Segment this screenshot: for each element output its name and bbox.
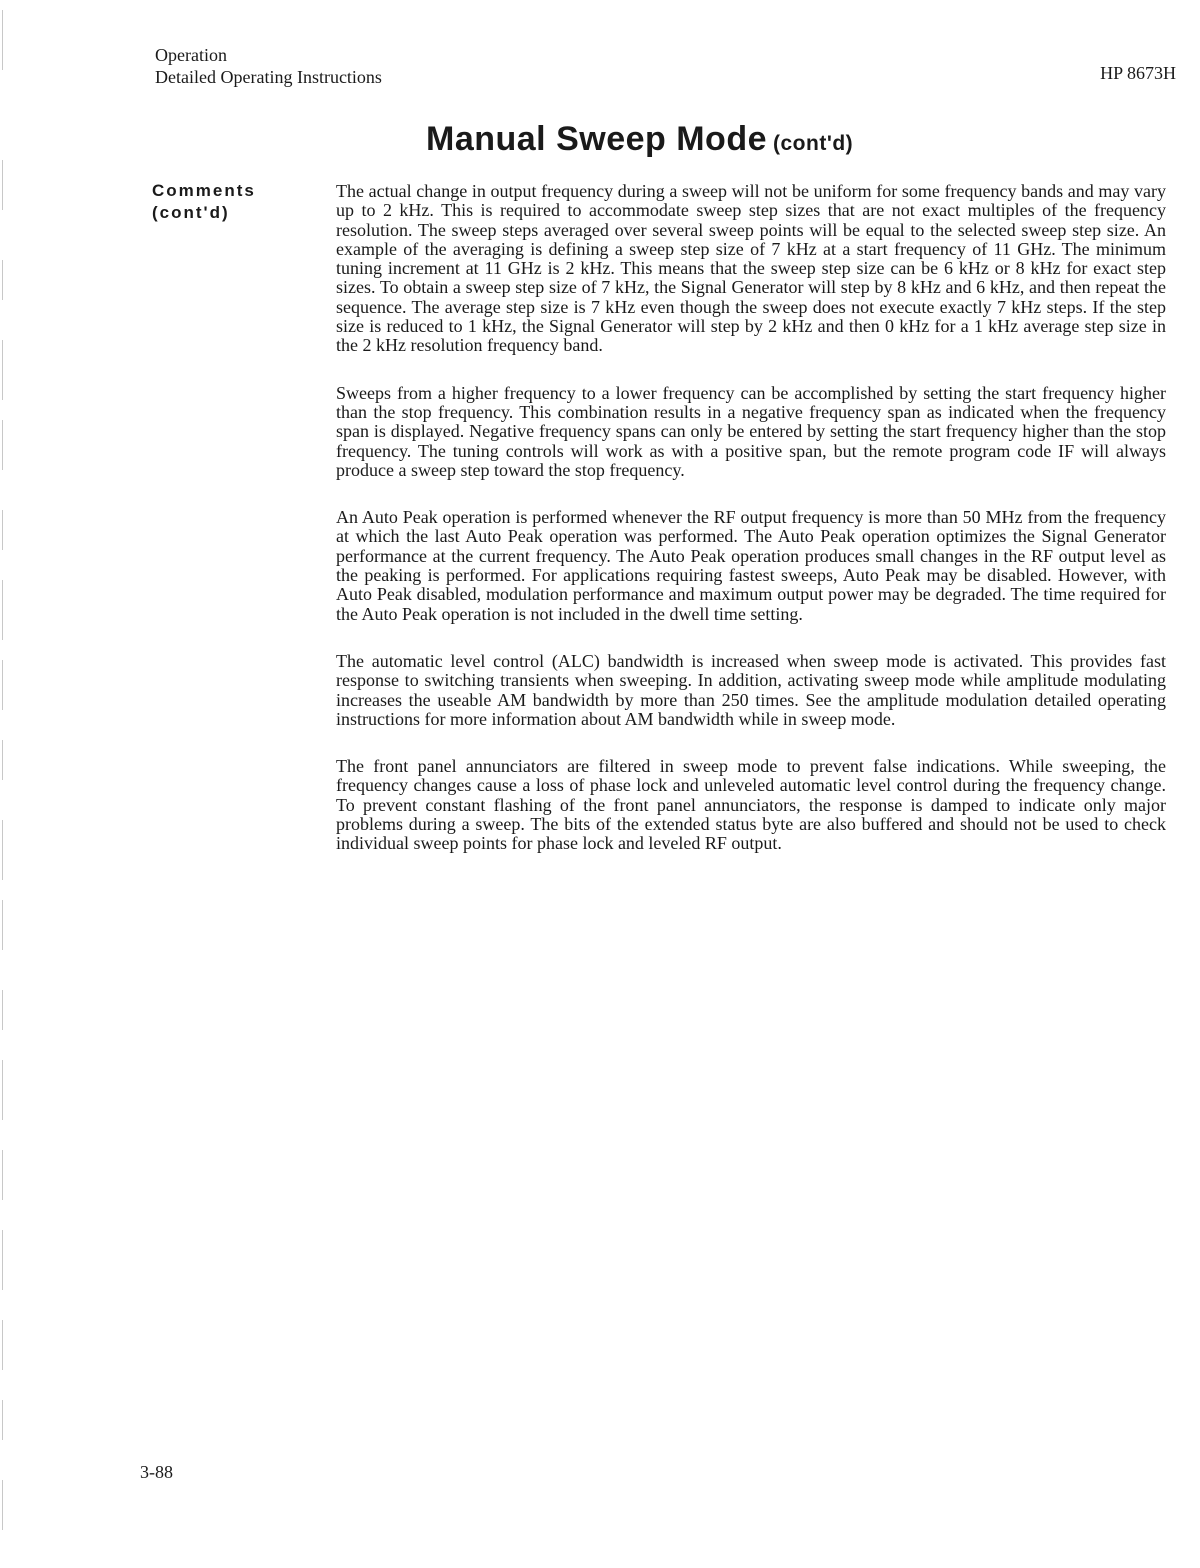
scan-binding-edge: [0, 0, 40, 1568]
page-title-main: Manual Sweep Mode: [426, 120, 767, 158]
header-section: Operation: [155, 45, 227, 65]
paragraph-auto-peak: An Auto Peak operation is performed whenever the RF output frequency is more than 50 MHz from the frequency at which the last Auto Peak operation was performed. The Auto Peak operation optimizes the Signal Generator performance at the current frequency. The Auto Peak operation produces small changes in the RF output level as the peaking is performed. For applications requiring fastest sweeps, Auto Peak may be disabled. However, with Auto Peak disabled, modulation performance and maximum output power may be degraded. The time required for the Auto Peak operation is not included in the dwell time setting.: [336, 507, 1166, 624]
header-subsection: Detailed Operating Instructions: [155, 67, 382, 87]
paragraph-alc-bandwidth: The automatic level control (ALC) bandwidth is increased when sweep mode is activated. This provides fast response to switching transients when sweeping. In addition, activating sweep mode while amplitude modulating increases the useable AM bandwidth by more than 250 times. See the amplitude modulation detailed operating instructions for more information about AM bandwidth while in sweep mode.: [336, 650, 1166, 729]
sidebar-heading-line2: (cont'd): [152, 203, 230, 222]
page-number: 3-88: [140, 1462, 173, 1482]
sidebar-heading: [152, 180, 256, 224]
paragraph-annunciators: The front panel annunciators are filtered in sweep mode to prevent false indications. While sweeping, the frequency changes cause a loss of phase lock and unleveled automatic level control during the frequency change. To prevent constant flashing of the front panel annunciators, the response is damped to indicate only major problems during a sweep. The bits of the extended status byte are also buffered and should not be used to check individual sweep points for phase lock and leveled RF output.: [336, 756, 1166, 854]
sidebar-heading-line1: Comments: [152, 181, 256, 200]
page-title: [426, 120, 853, 159]
page-title-suffix: (cont'd): [773, 132, 854, 155]
body-text: [336, 182, 1166, 882]
paragraph-negative-span: Sweeps from a higher frequency to a lower frequency can be accomplished by setting the start frequency higher than the stop frequency. This combination results in a negative frequency span as indicated when the frequency span is displayed. Negative frequency spans can only be entered by setting the start frequency higher than the stop frequency. The tuning controls will work as with a positive span, but the remote program code IF will always produce a sweep step toward the stop frequency.: [336, 382, 1166, 480]
header-model: HP 8673H: [1100, 63, 1176, 83]
running-header: [155, 44, 382, 88]
paragraph-sweep-step-averaging: The actual change in output frequency during a sweep will not be uniform for some frequency bands and may vary up to 2 kHz. This is required to accommodate sweep step sizes that are not exact multiples of the frequency resolution. The sweep steps averaged over several sweep points will be equal to the selected sweep step size. An example of the averaging is defining a sweep step size of 7 kHz at a start frequency of 11 GHz. The minimum tuning increment at 11 GHz is 2 kHz. This means that the sweep step size can be 6 kHz or 8 kHz for exact step sizes. To obtain a sweep step size of 7 kHz, the Signal Generator will step by 8 kHz and 6 kHz, and then repeat the sequence. The average step size is 7 kHz even though the sweep does not execute exactly 7 kHz steps. If the step size is reduced to 1 kHz, the Signal Generator will step by 2 kHz and then 0 kHz for a 1 kHz average step size in the 2 kHz resolution frequency band.: [336, 181, 1166, 356]
